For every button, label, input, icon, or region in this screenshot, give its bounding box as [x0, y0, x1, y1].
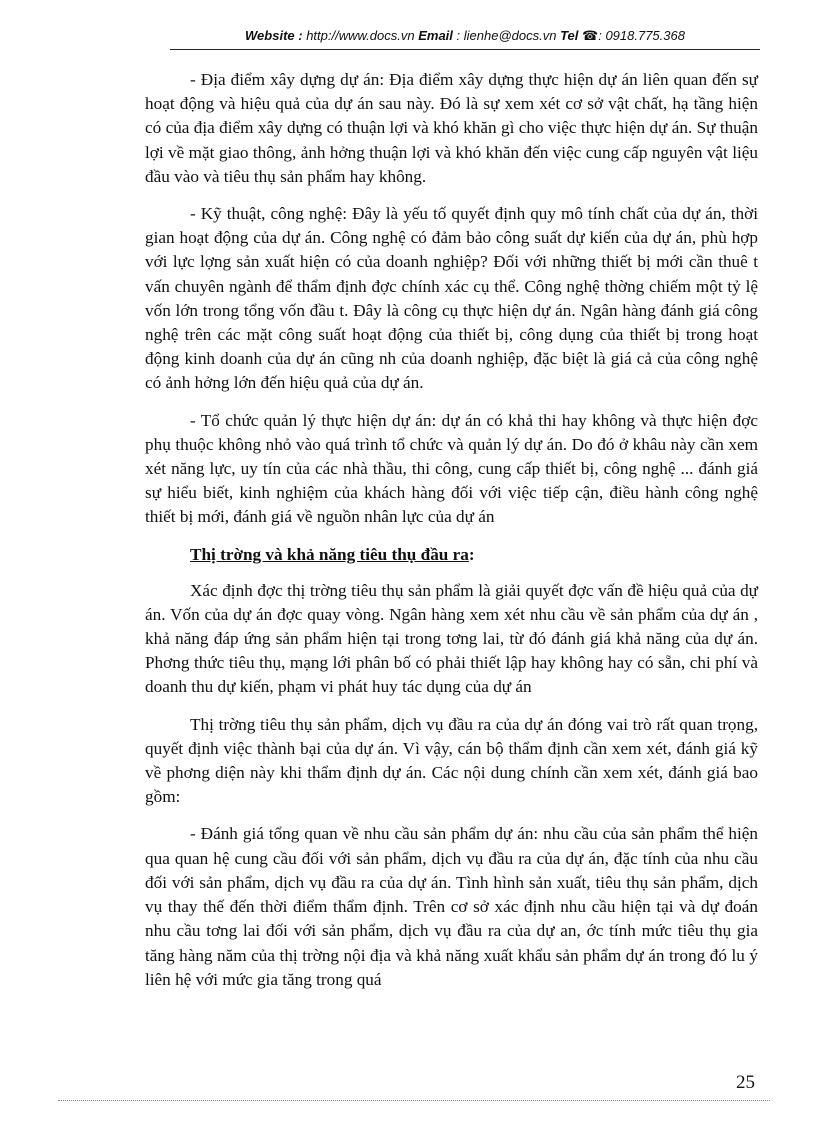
- section-heading-text: Thị trờng và khả năng tiêu thụ đầu ra: [190, 544, 469, 564]
- document-body: [145, 68, 758, 992]
- paragraph-technology: - Kỹ thuật, công nghệ: Đây là yếu tố quyết định quy mô tính chất của dự án, thời gian hoạt động của dự án. Công nghệ có đảm bảo công suất dự kiến của dự án, phù hợp với lực lợng sản xuất hiện có của doanh nghiệp? Đối với những thiết bị mới cần thuê t vấn chuyên ngành để thẩm định đợc chính xác cụ thể. Công nghệ thờng chiếm một tỷ lệ vốn lớn trong tổng vốn đầu t. Đây là công cụ thực hiện dự án. Ngân hàng đánh giá công nghệ trên các mặt công suất hoạt động của thiết bị, công dụng của thiết bị trong hoạt động kinh doanh của dự án cũng nh của doanh nghiệp, đặc biệt là giá cả của công nghệ có ảnh hởng lớn đến hiệu quả của dự án.: [145, 204, 758, 393]
- website-link[interactable]: http://www.docs.vn: [306, 28, 415, 43]
- paragraph-management: - Tổ chức quản lý thực hiện dự án: dự án có khả thi hay không và thực hiện đợc phụ thuộc không nhỏ vào quá trình tổ chức và quản lý dự án. Do đó ở khâu này cần xem xét năng lực, uy tín của các nhà thầu, thi công, cung cấp thiết bị, công nghệ ... đánh giá sự hiểu biết, kinh nghiệm của khách hàng đối với việc tiếp cận, điều hành công nghệ thiết bị mới, đánh giá về nguồn nhân lực của dự án: [145, 410, 758, 527]
- footer-rule: [58, 1100, 770, 1101]
- paragraph-demand-assessment: - Đánh giá tổng quan về nhu cầu sản phẩm dự án: nhu cầu của sản phẩm thể hiện qua quan hệ cung cầu đối với sản phẩm, dịch vụ đầu ra của dự án, đặc tính của nhu cầu đối với sản phẩm, dịch vụ đầu ra của dự án. Tình hình sản xuất, tiêu thụ sản phẩm, dịch vụ thay thế đến thời điểm thẩm định. Trên cơ sở xác định nhu cầu hiện tại và dự đoán nhu cầu tơng lai đối với sản phẩm, dịch vụ đầu ra của dự an, ớc tính mức tiêu thụ gia tăng hàng năm của thị trờng nội địa và khả năng xuất khẩu sản phẩm dự án trong đó lu ý liên hệ với mức gia tăng trong quá: [145, 824, 758, 989]
- header-rule: [170, 49, 760, 50]
- tel-label: Tel: [560, 28, 579, 43]
- section-heading: [145, 543, 758, 567]
- telephone-icon: ☎: [582, 28, 599, 43]
- email-link[interactable]: : lienhe@docs.vn: [456, 28, 557, 43]
- tel-number: : 0918.775.368: [598, 28, 685, 43]
- page-header: [170, 28, 760, 44]
- paragraph-location: - Địa điểm xây dựng dự án: Địa điểm xây dựng thực hiện dự án liên quan đến sự hoạt động và hiệu quả của dự án sau này. Đó là sự xem xét cơ sở vật chất, hạ tầng hiện có của địa điểm xây dựng có thuận lợi và khó khăn gì cho việc thực hiện dự án. Sự thuận lợi về mặt giao thông, ảnh hởng thuận lợi và khó khăn đến việc cung cấp nguyên vật liệu đầu vào và tiêu thụ sản phẩm hay không.: [145, 70, 758, 186]
- paragraph-market-role: Thị trờng tiêu thụ sản phẩm, dịch vụ đầu ra của dự án đóng vai trò rất quan trọng, quyết định việc thành bại của dự án. Vì vậy, cán bộ thẩm định cần xem xét, đánh giá kỹ về phơng diện này khi thẩm định dự án. Các nội dung chính cần xem xét, đánh giá bao gồm:: [145, 714, 758, 807]
- website-label: Website :: [245, 28, 303, 43]
- section-heading-colon: :: [468, 544, 475, 564]
- page-number: 25: [736, 1072, 755, 1093]
- email-label: Email: [418, 28, 453, 43]
- paragraph-market-intro: Xác định đợc thị trờng tiêu thụ sản phẩm là giải quyết đợc vấn đề hiệu quả của dự án. Vốn của dự án đợc quay vòng. Ngân hàng xem xét nhu cầu về sản phẩm của dự án , khả năng đáp ứng sản phẩm hiện tại trong tơng lai, từ đó đánh giá khả năng của dự án. Phơng thức tiêu thụ, mạng lới phân bố có phải thiết lập hay không hay có sẵn, chi phí và doanh thu dự kiến, phạm vi phát huy tác dụng của dự án: [145, 580, 758, 697]
